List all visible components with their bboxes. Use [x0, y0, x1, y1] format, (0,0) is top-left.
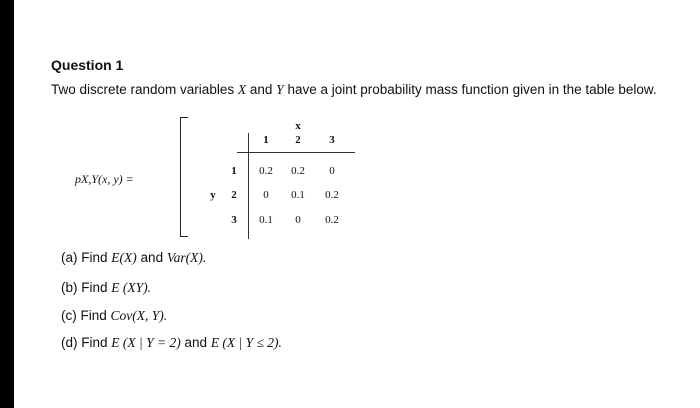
- part-connector: and: [184, 335, 208, 350]
- table-cell: 0: [295, 214, 301, 226]
- question-title: Question 1: [51, 57, 124, 73]
- and-word: and: [249, 82, 273, 97]
- part-expression: E(X): [111, 250, 137, 265]
- part-expression: E (X | Y = 2): [111, 335, 181, 350]
- part-connector: and: [140, 250, 164, 265]
- part-label: (a): [61, 250, 78, 265]
- question-intro: [51, 82, 681, 98]
- table-cell: 0.2: [325, 214, 339, 226]
- part-find: Find: [81, 280, 108, 295]
- intro-suffix: have a joint probability mass function given in the table below.: [287, 82, 657, 97]
- part-find: Find: [81, 335, 108, 350]
- part-find: Find: [81, 250, 108, 265]
- part-expression-2: Var(X).: [166, 250, 207, 265]
- part-find: Find: [80, 308, 107, 323]
- variable-x: X: [237, 82, 247, 97]
- table-header-rule: [237, 152, 355, 153]
- intro-prefix: Two discrete random variables: [51, 82, 235, 97]
- part-b: [61, 280, 151, 296]
- part-label: (b): [61, 280, 78, 295]
- x-value-2: 2: [295, 134, 301, 146]
- part-expression: Cov(X, Y).: [110, 308, 168, 323]
- table-cell: 0.2: [259, 165, 273, 177]
- table-cell: 0: [263, 189, 269, 201]
- y-value-3: 3: [231, 214, 237, 226]
- part-a: [61, 250, 206, 266]
- y-value-2: 2: [231, 189, 237, 201]
- part-d: [61, 335, 282, 351]
- pmf-label: pX,Y(x, y) =: [75, 172, 134, 186]
- variable-y: Y: [276, 82, 284, 97]
- part-label: (c): [61, 308, 77, 323]
- table-cell: 0: [329, 165, 335, 177]
- left-bracket: [180, 117, 188, 237]
- table-cell: 0.2: [291, 165, 305, 177]
- y-header: y: [210, 189, 216, 201]
- part-label: (d): [61, 335, 78, 350]
- part-expression-2: E (X | Y ≤ 2).: [210, 335, 282, 350]
- table-cell: 0.2: [325, 189, 339, 201]
- x-value-1: 1: [263, 134, 269, 146]
- table-cell: 0.1: [291, 189, 305, 201]
- document-page: [14, 0, 700, 408]
- x-header: x: [295, 120, 301, 132]
- y-value-1: 1: [231, 165, 237, 177]
- table-cell: 0.1: [259, 214, 273, 226]
- x-value-3: 3: [329, 134, 335, 146]
- part-c: [61, 308, 167, 324]
- part-expression: E (XY).: [111, 280, 152, 295]
